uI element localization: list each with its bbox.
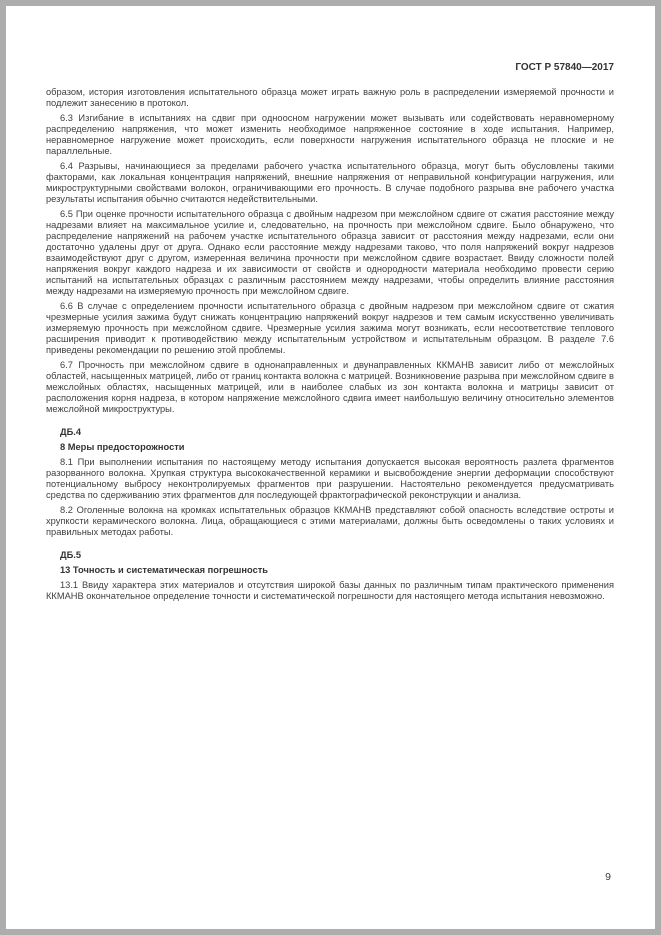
document-page xyxy=(6,6,655,929)
paragraph: 6.3 Изгибание в испытаниях на сдвиг при одноосном нагружении может вызывать или содействовать неравномерному распределению напряжения, что может изменить необходимое напряженное состояние в ходе испытания. Например, неравномерное нагружение может происходить, если поверхности нагружения испытательного образца не плоские и не параллельные. xyxy=(46,113,614,156)
section-heading: ДБ.5 xyxy=(60,550,82,560)
paragraph: образом, история изготовления испытательного образца может играть важную роль в распределении измеряемой прочности и подлежит занесению в протокол. xyxy=(46,87,614,108)
page-number: 9 xyxy=(605,871,611,883)
section-heading: 8 Меры предосторожности xyxy=(60,442,185,452)
document-body xyxy=(46,87,614,602)
paragraph: 6.6 В случае с определением прочности испытательного образца с двойным надрезом при межслойном сдвиге от сжатия чрезмерные усилия зажима будут снижать концентрацию напряжений вокруг надрезов и тем самым искусственно увеличивать измеряемую прочность при межслойном сдвиге. Чрезмерные усилия зажима могут возникать, если несоответствие теплового расширения приводит к противодействию между испытательным устройством и испытательным образцом. В разделе 7.6 приведены рекомендации по решению этой проблемы. xyxy=(46,301,614,355)
paragraph: 8.2 Оголенные волокна на кромках испытательных образцов ККМАНВ представляют собой опасность вследствие остроты и хрупкости керамического волокна. Лица, обращающиеся с этими материалами, должны быть осведомлены о таких условиях и правильных методах работы. xyxy=(46,505,614,537)
section-heading: 13 Точность и систематическая погрешность xyxy=(60,565,269,575)
paragraph: 6.4 Разрывы, начинающиеся за пределами рабочего участка испытательного образца, могут быть обусловлены такими факторами, как локальная концентрация напряжений, внешние напряжения от неправильной конфигурации нагружения, или микроструктурными свойствами волокон, ограничивающими его прочность. В случае подобного разрыва вне рабочего участка результаты испытания обычно считаются недействительными. xyxy=(46,161,614,204)
paragraph: 8.1 При выполнении испытания по настоящему методу испытания допускается высокая вероятность разлета фрагментов разорванного волокна. Хрупкая структура высококачественной керамики и высвобождение энергии деформации способствуют потенциальному выбросу неконтролируемых фрагментов при разрушении. Настоятельно рекомендуется предусматривать средства по сдерживанию этих фрагментов для последующей фрактографической реконструкции и анализа. xyxy=(46,457,614,500)
document-code: ГОСТ Р 57840—2017 xyxy=(515,62,614,73)
paragraph: 6.5 При оценке прочности испытательного образца с двойным надрезом при межслойном сдвиге от сжатия расстояние между надрезами влияет на максимальное усилие и, следовательно, на прочность при межслойном сдвиге. Было обнаружено, что распределение напряжений на рабочем участке испытательного образца зависит от расстояния между надрезами, если они достаточно удалены друг от друга. Однако если расстояние между надрезами таково, что поля напряжений вокруг надрезов взаимодействуют друг с другом, измеренная величина прочности при межслойном сдвиге возрастает. Ввиду сложности полей напряжения вокруг каждого надреза и их зависимости от свойств и однородности материала необходимо провести серию испытаний на испытательных образцах с различным расстоянием между надрезами, чтобы определить влияние расстояния между надрезами на измеряемую прочность при межслойном сдвиге. xyxy=(46,209,614,296)
paragraph: 6.7 Прочность при межслойном сдвиге в однонаправленных и двунаправленных ККМАНВ зависит либо от межслойных областей, насыщенных матрицей, либо от границ контакта волокна с матрицей. Возникновение разрыва при межслойном сдвиге в межслойных областях, насыщенных матрицей, или в наиболее слабых из зон контакта волокна и матрицы зависит от расположения корня надреза, в котором напряжение межслойного сдвига имеет наибольшую величину относительно элементов межслойной микроструктуры. xyxy=(46,360,614,414)
paragraph: 13.1 Ввиду характера этих материалов и отсутствия широкой базы данных по различным типам практического применения ККМАНВ окончательное определение точности и систематической погрешности для настоящего метода испытания невозможно. xyxy=(46,580,614,601)
section-heading: ДБ.4 xyxy=(60,427,82,437)
